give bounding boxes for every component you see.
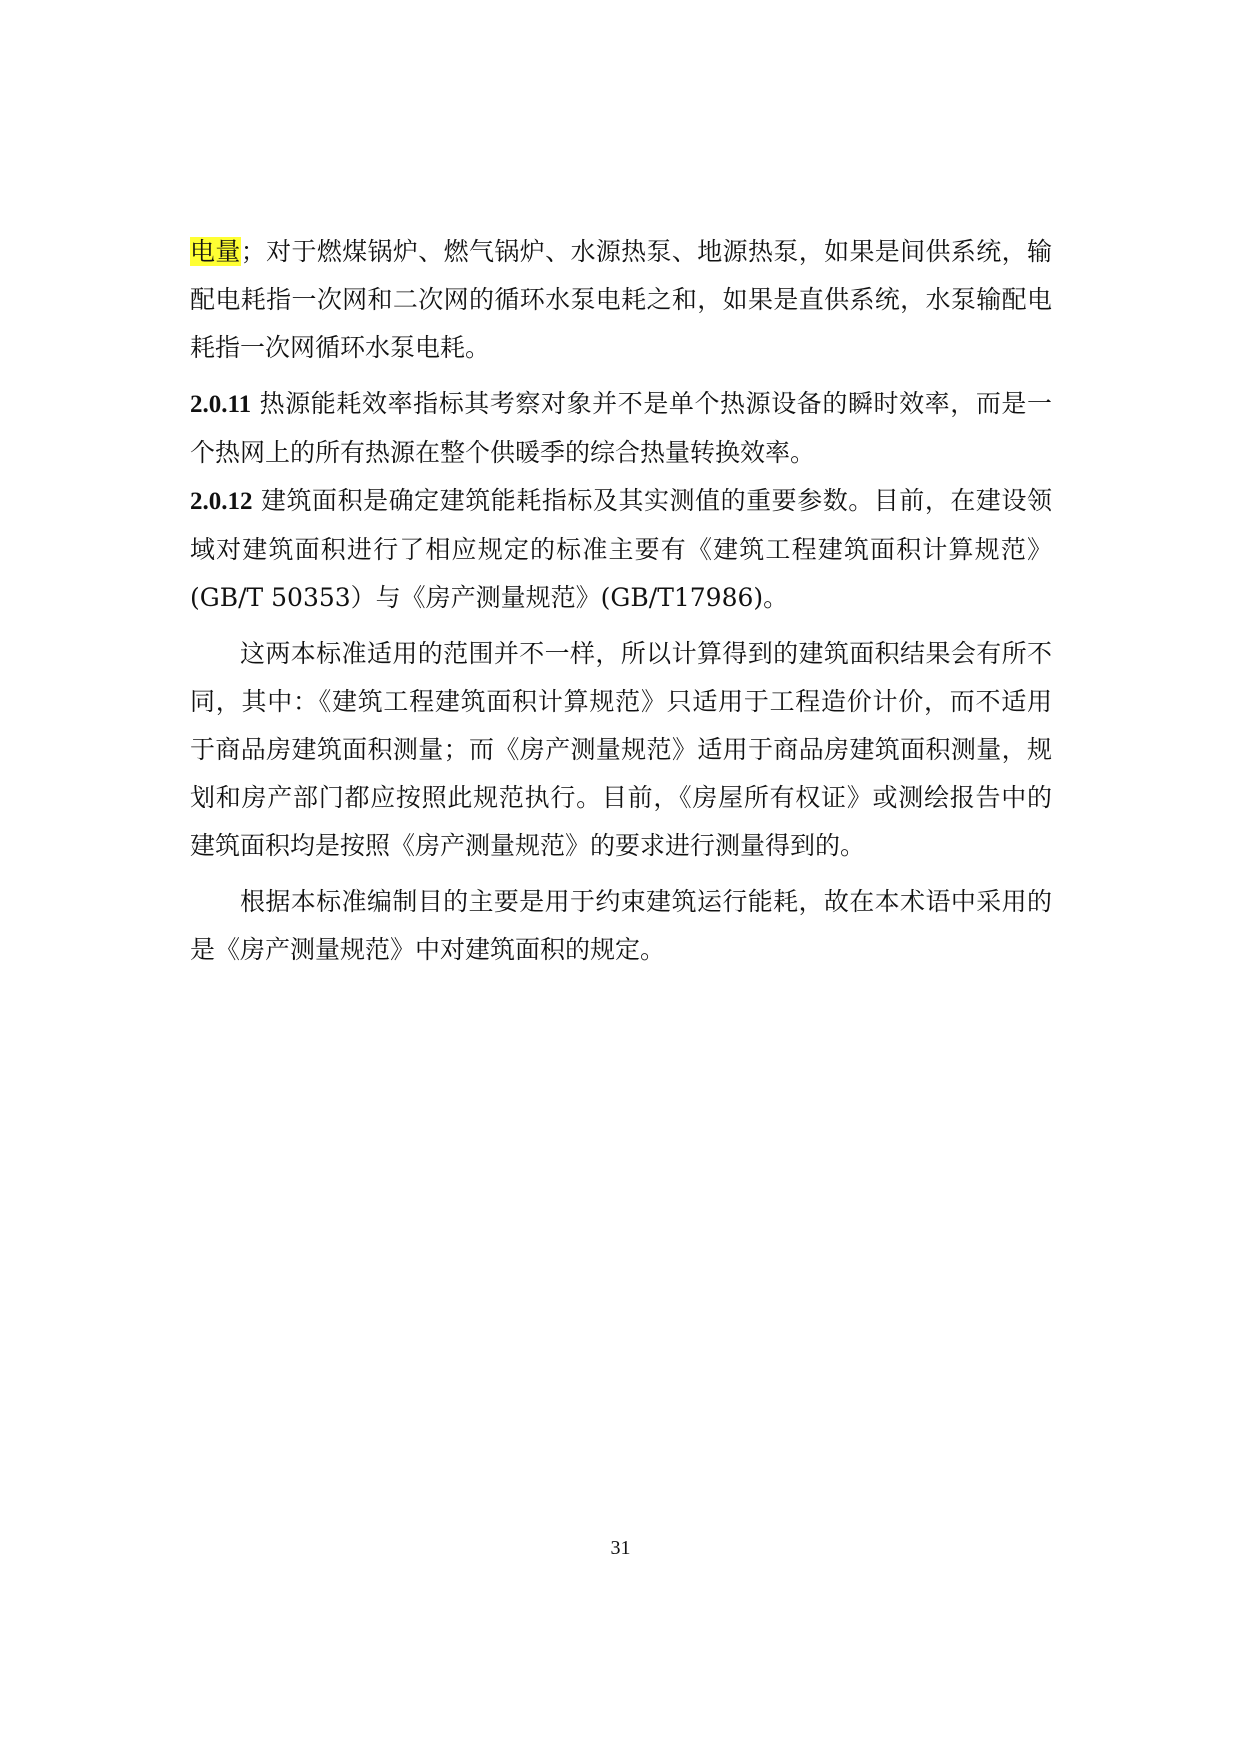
document-body xyxy=(190,228,1052,974)
clause-2-0-11 xyxy=(190,380,1052,477)
clause-number: 2.0.12 xyxy=(190,488,253,515)
clause-text: 建筑面积是确定建筑能耗指标及其实测值的重要参数。目前，在建设领域对建筑面积进行了相应规定的标准主要有《建筑工程建筑面积计算规范》(GB/T 50353）与《房产测量规范》(GB/T17986)。 xyxy=(190,486,1052,612)
clause-2-0-12 xyxy=(190,477,1052,622)
paragraph-text: ；对于燃煤锅炉、燃气锅炉、水源热泵、地源热泵，如果是间供系统，输配电耗指一次网和二次网的循环水泵电耗之和，如果是直供系统，水泵输配电耗指一次网循环水泵电耗。 xyxy=(190,237,1052,362)
clause-number: 2.0.11 xyxy=(190,391,252,418)
highlighted-text: 电量 xyxy=(190,237,241,266)
clause-text: 热源能耗效率指标其考察对象并不是单个热源设备的瞬时效率，而是一个热网上的所有热源在整个供暖季的综合热量转换效率。 xyxy=(190,389,1052,467)
paragraph-standards-scope: 这两本标准适用的范围并不一样，所以计算得到的建筑面积结果会有所不同，其中：《建筑工程建筑面积计算规范》只适用于工程造价计价，而不适用于商品房建筑面积测量；而《房产测量规范》适用于商品房建筑面积测量，规划和房产部门都应按照此规范执行。目前，《房屋所有权证》或测绘报告中的建筑面积均是按照《房产测量规范》的要求进行测量得到的。 xyxy=(190,639,1052,860)
paragraph-conclusion: 根据本标准编制目的主要是用于约束建筑运行能耗，故在本术语中采用的是《房产测量规范》中对建筑面积的规定。 xyxy=(190,887,1052,964)
page-number: 31 xyxy=(610,1537,631,1559)
paragraph-continuation xyxy=(190,228,1052,372)
